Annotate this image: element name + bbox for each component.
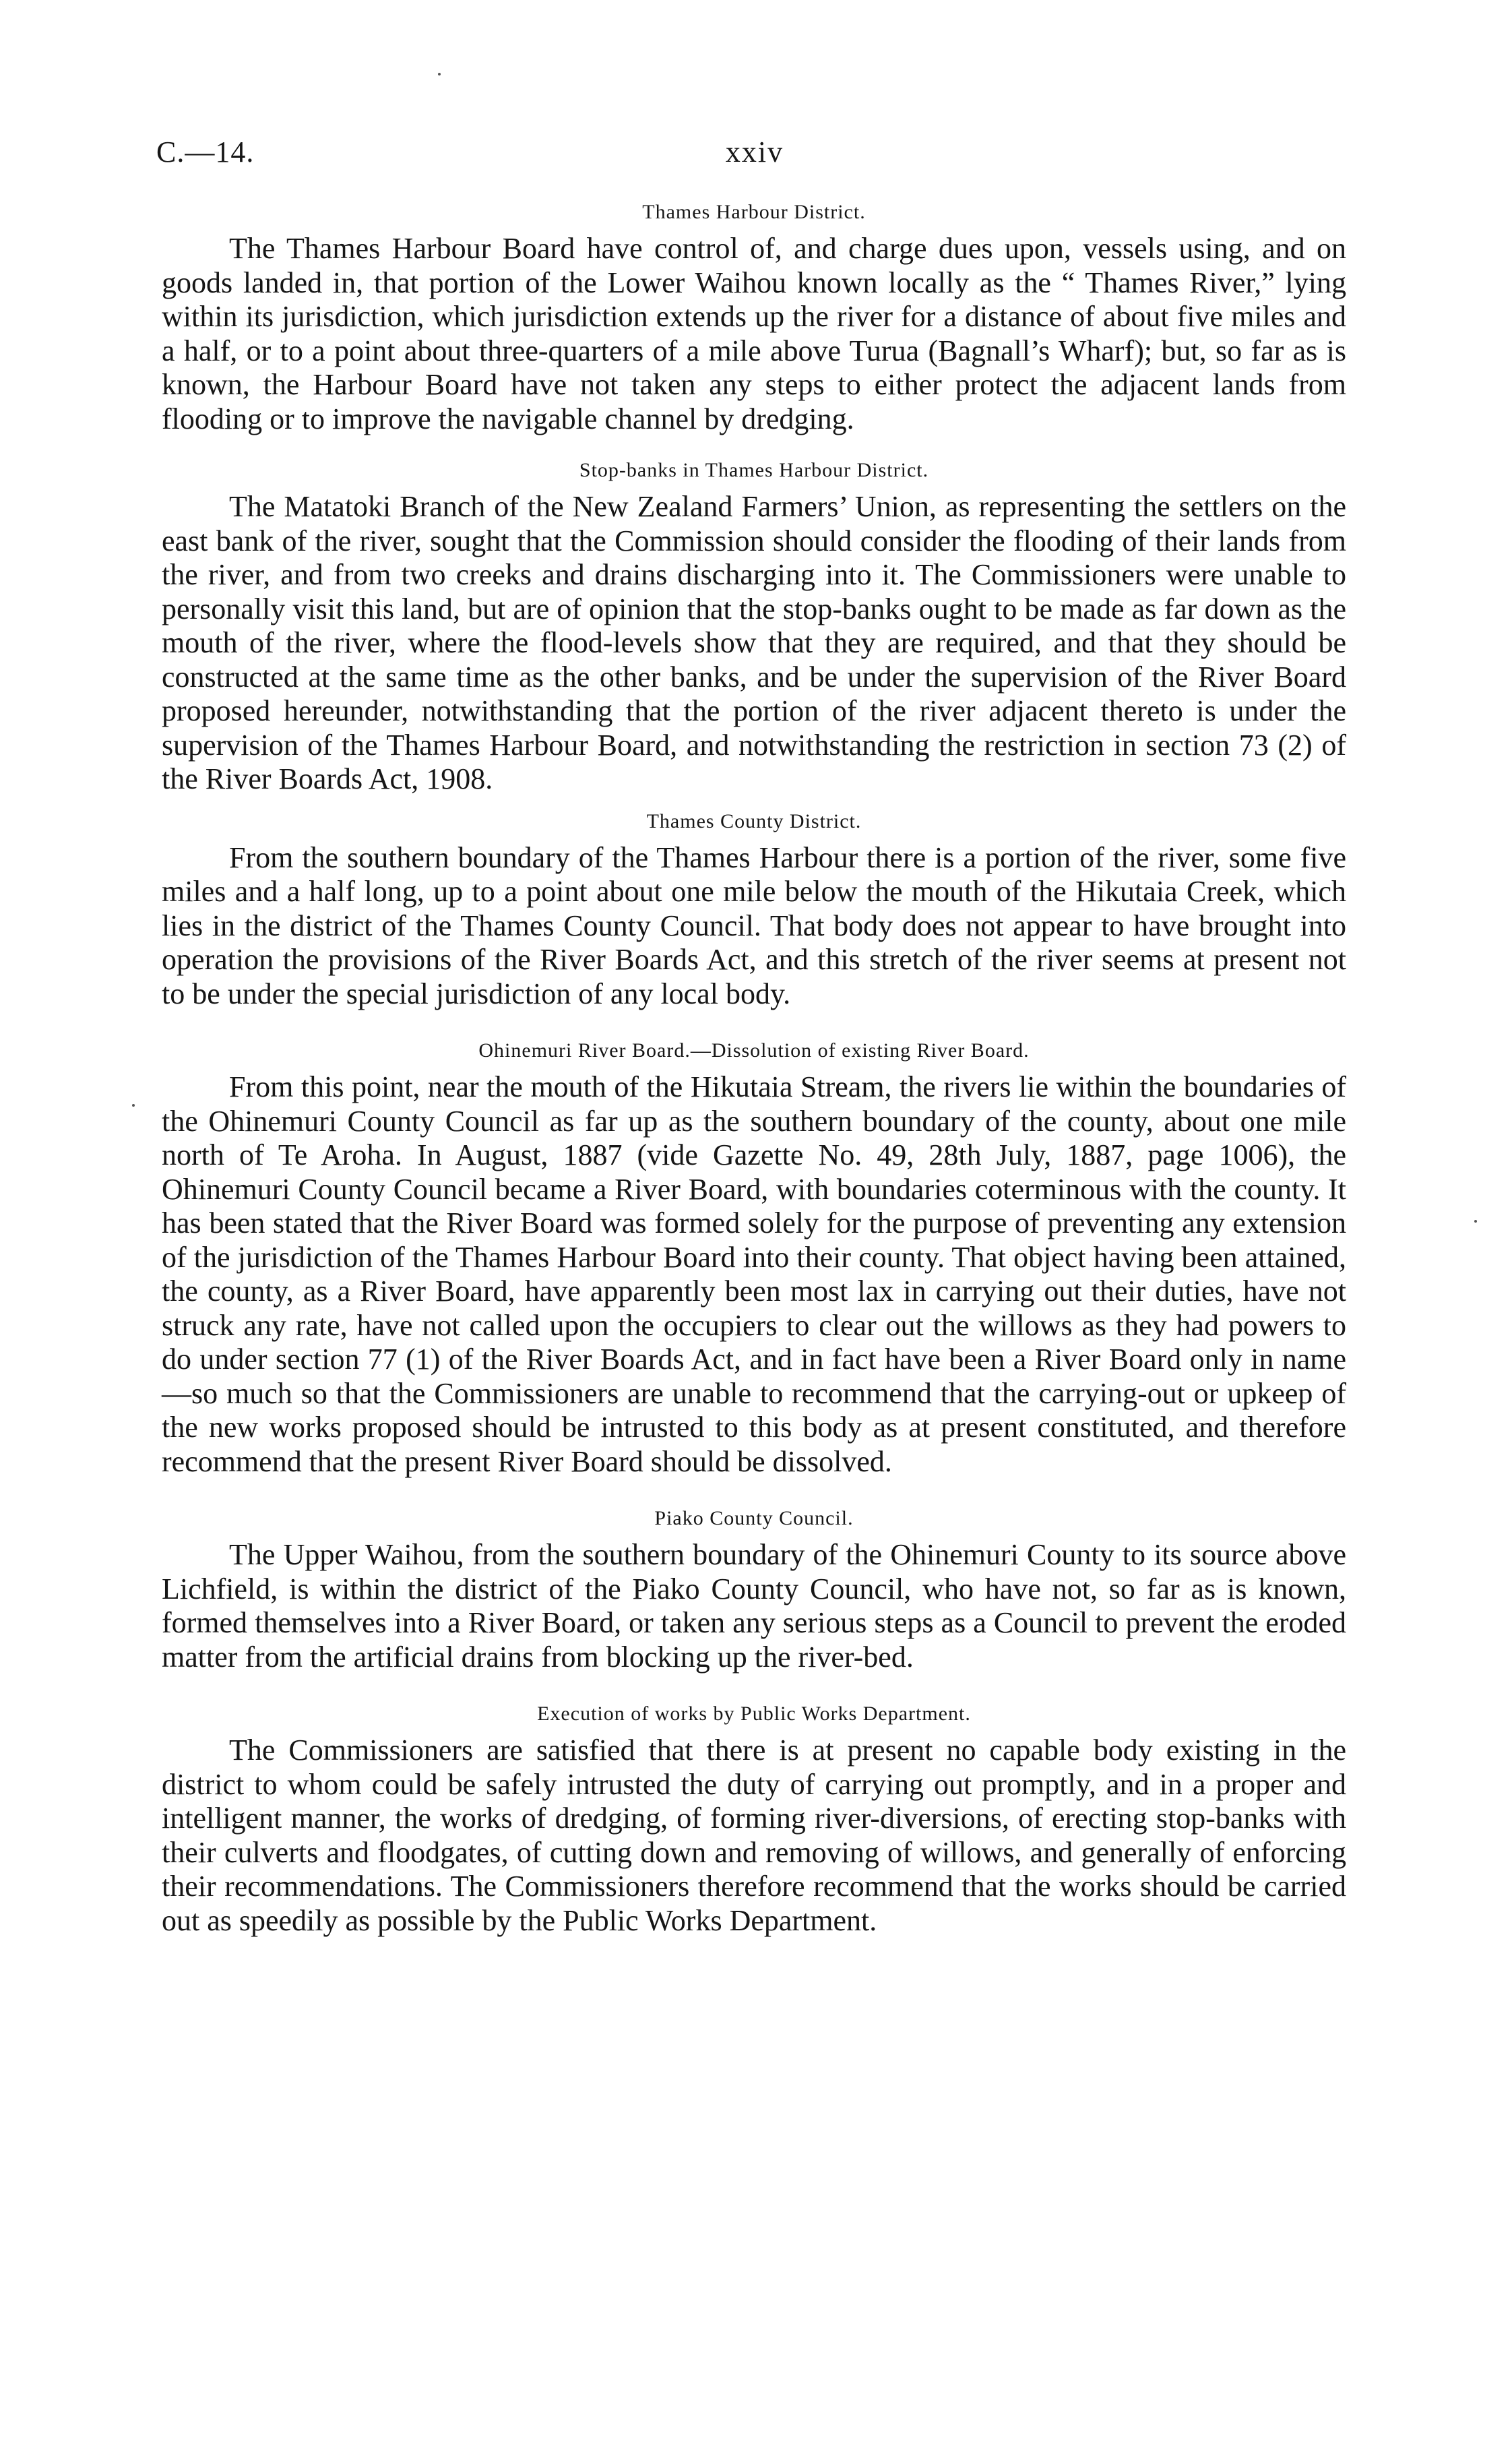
section-ohinemuri-river-board (162, 1035, 1346, 1479)
scan-speck (1474, 1220, 1477, 1223)
document-body (162, 197, 1346, 1947)
section-thames-harbour-district (162, 197, 1346, 436)
section-heading: Thames County District. (646, 809, 862, 832)
section-paragraph: From this point, near the mouth of the Hikutaia Stream, the rivers lie within the boundaries of the Ohinemuri County Council as far up as the southern boundary of the county, about one mile north of Te Aroha. In August, 1887 (vide Gazette No. 49, 28th July, 1887, page 1006), the Ohinemuri County Council became a River Board, with boundaries coterminous with the county. It has been stated that the River Board was formed solely for the purpose of preventing any extension of the jurisdiction of the Thames Harbour Board into their county. That object having been attained, the county, as a River Board, have apparently been most lax in carrying out their duties, have not struck any rate, have not called upon the occupiers to clear out the willows as they had powers to do under section 77 (1) of the River Boards Act, and in fact have been a River Board only in name—so much so that the Commissioners are unable to recommend that the carrying-out or upkeep of the new works proposed should be intrusted to this body as at present constituted, and therefore recommend that the present River Board should be dissolved. (162, 1070, 1346, 1478)
section-stop-banks (162, 455, 1346, 797)
section-heading: Piako County Council. (654, 1507, 854, 1529)
section-thames-county-district (162, 806, 1346, 1012)
section-paragraph: The Thames Harbour Board have control of, and charge dues upon, vessels using, and on goods landed in, that portion of the Lower Waihou known locally as the “ Thames River,” lying within its jurisdiction, which jurisdiction extends up the river for a distance of about five miles and a half, or to a point about three-quarters of a mile above Turua (Bagnall’s Wharf); but, so far as is known, the Harbour Board have not taken any steps to either protect the adjacent lands from flooding or to improve the navigable channel by dredging. (162, 232, 1346, 435)
section-piako-county-council (162, 1503, 1346, 1674)
section-execution-of-works (162, 1698, 1346, 1938)
section-heading: Thames Harbour District. (642, 201, 866, 223)
section-heading: Stop-banks in Thames Harbour District. (579, 459, 929, 481)
section-paragraph: The Matatoki Branch of the New Zealand Farmers’ Union, as representing the settlers on the east bank of the river, sought that the Commission should consider the flooding of their lands from the river, and from two creeks and drains discharging into it. The Commissioners were unable to personally visit this land, but are of opinion that the stop-banks ought to be made as far down as the mouth of the river, where the flood-levels show that they are required, and that they should be constructed at the same time as the other banks, and be under the supervision of the River Board proposed hereunder, notwithstanding that the portion of the river adjacent thereto is under the supervision of the Thames Harbour Board, and notwithstanding the restriction in section 73 (2) of the River Boards Act, 1908. (162, 490, 1346, 795)
section-paragraph: The Upper Waihou, from the southern boundary of the Ohinemuri County to its source above Lichfield, is within the district of the Piako County Council, who have not, so far as is known, formed themselves into a River Board, or taken any serious steps as a Council to prevent the eroded matter from the artificial drains from blocking up the river-bed. (162, 1538, 1346, 1674)
scan-speck (438, 73, 441, 75)
section-paragraph: The Commissioners are satisfied that there is at present no capable body existing in the district to whom could be safely intrusted the duty of carrying out promptly, and in a proper and intelligent manner, the works of dredging, of forming river-diversions, of erecting stop-banks with their culverts and floodgates, of cutting down and removing of willows, and generally of enforcing their recommendations. The Commissioners therefore recommend that the works should be carried out as speedily as possible by the Public Works Department. (162, 1734, 1346, 1937)
section-heading: Ohinemuri River Board.—Dissolution of existing River Board. (478, 1039, 1030, 1062)
section-paragraph: From the southern boundary of the Thames Harbour there is a portion of the river, some five miles and a half long, up to a point about one mile below the mouth of the Hikutaia Creek, which lies in the district of the Thames County Council. That body does not appear to have brought into operation the provisions of the River Boards Act, and this stretch of the river seems at present not to be under the special jurisdiction of any local body. (162, 840, 1346, 1010)
scan-speck (132, 1104, 135, 1107)
page-number: xxiv (725, 135, 784, 168)
section-heading: Execution of works by Public Works Department. (537, 1703, 971, 1725)
document-reference: C.—14. (156, 135, 255, 168)
